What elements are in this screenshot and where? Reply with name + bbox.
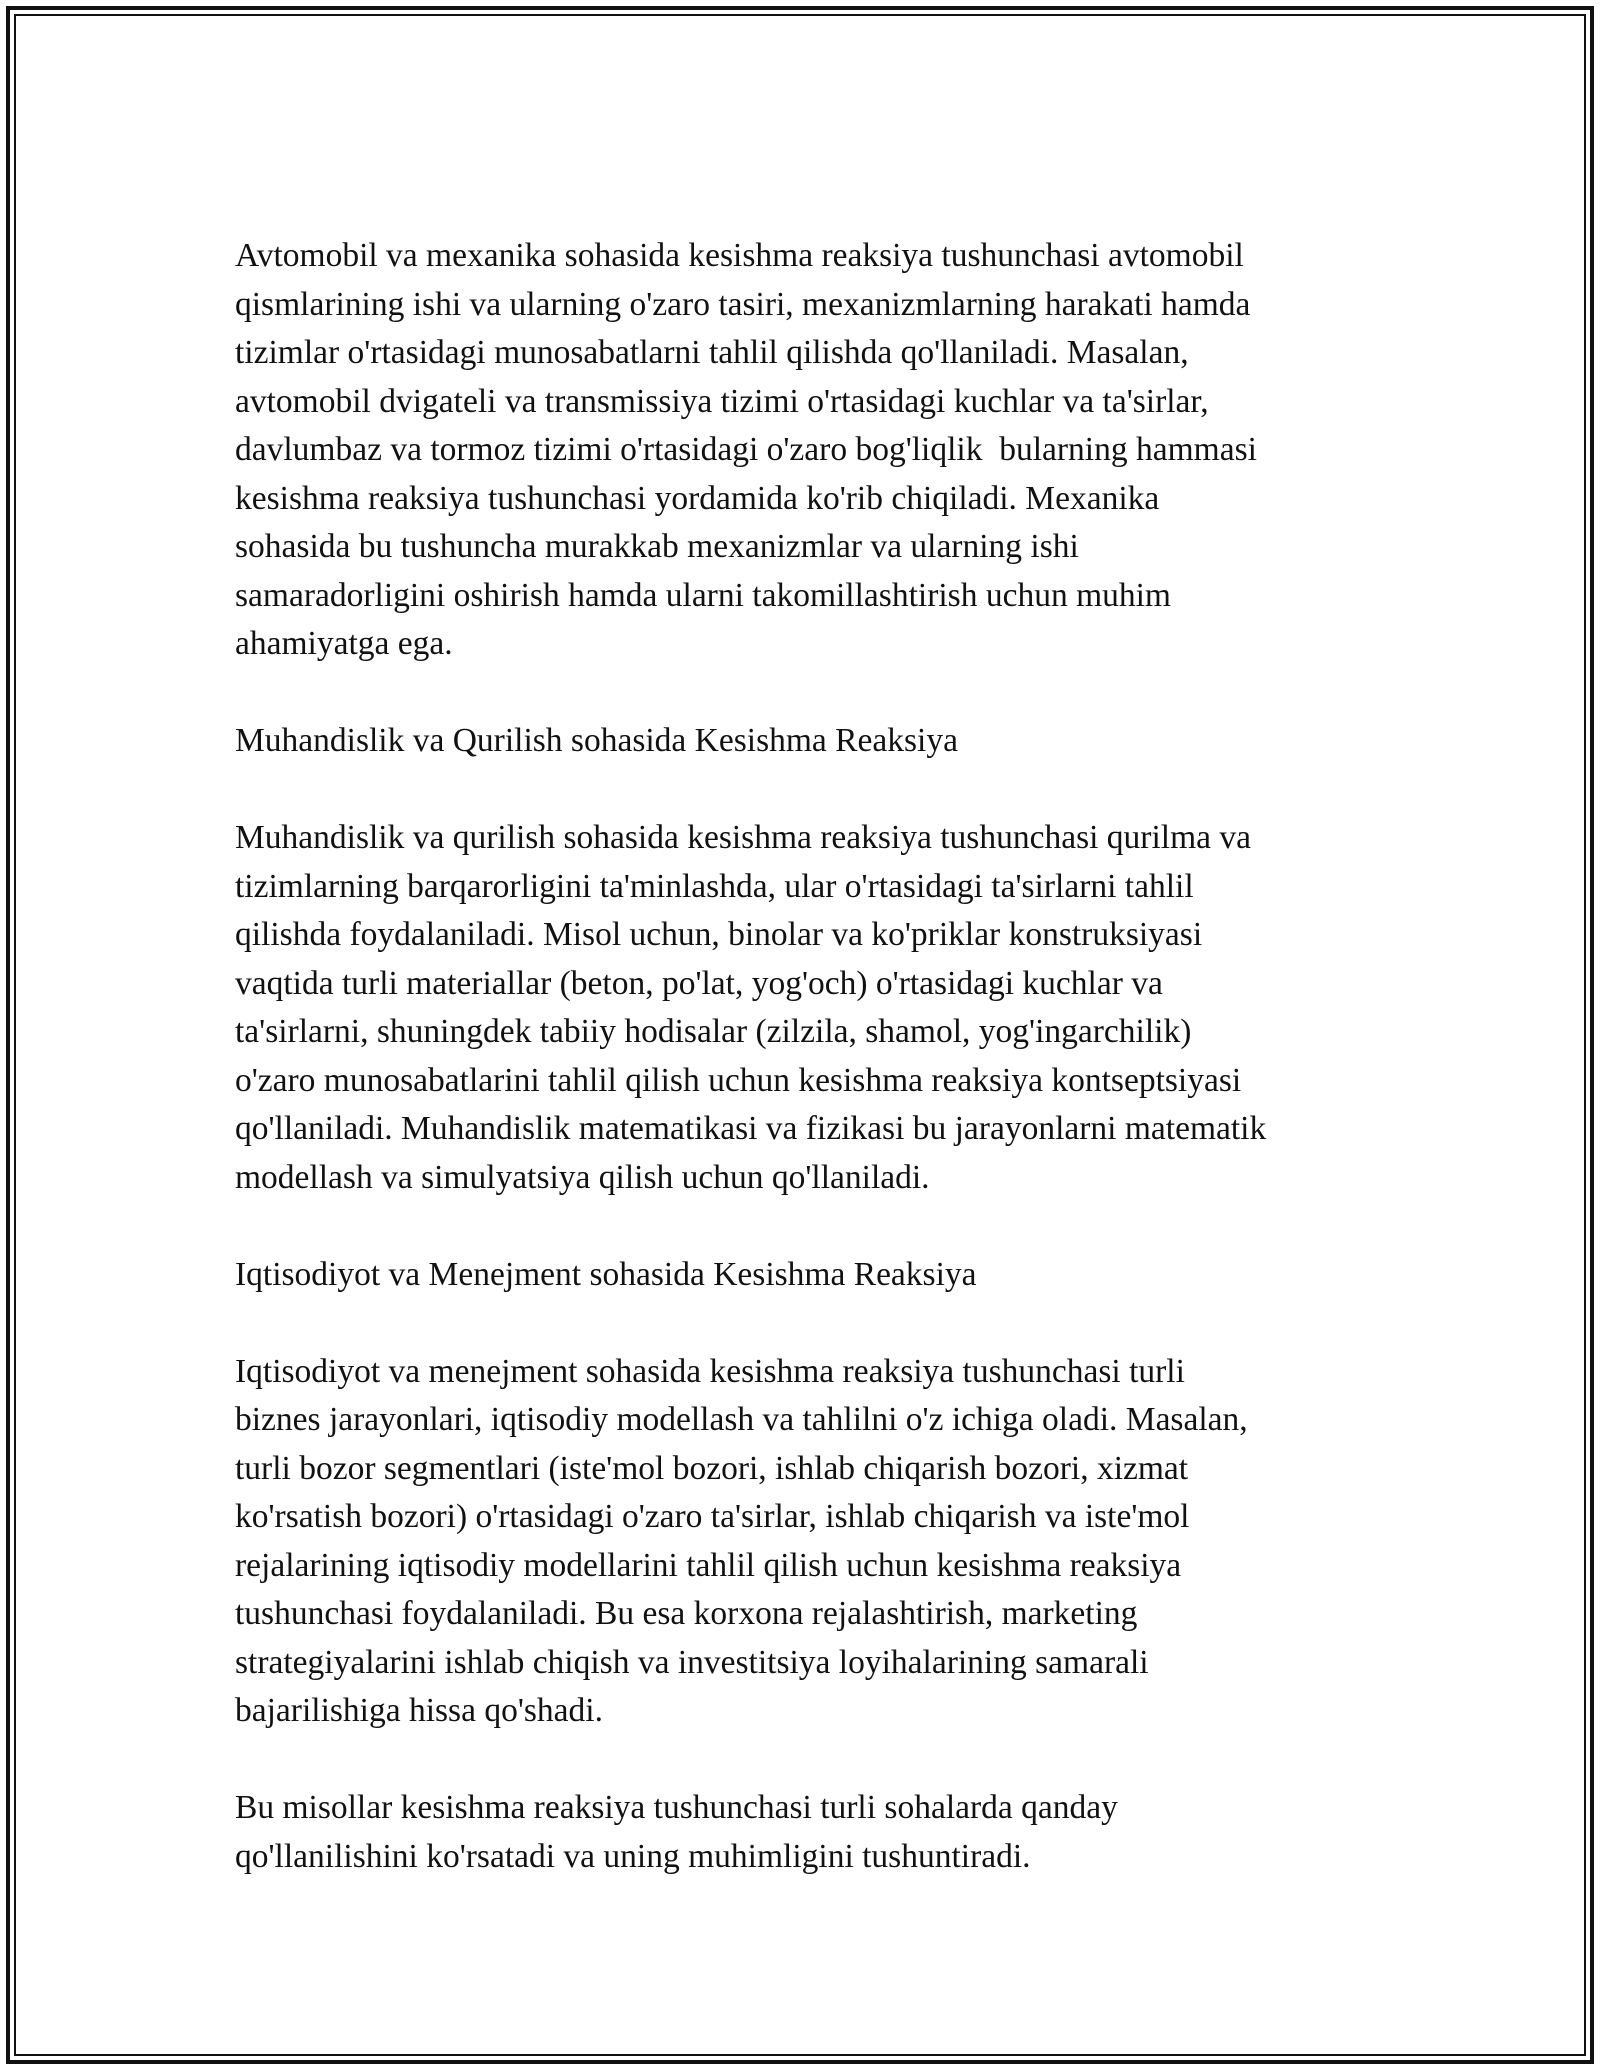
text-line: rejalarining iqtisodiy modellarini tahlil qilish uchun kesishma reaksiya bbox=[235, 1546, 1182, 1584]
section-heading-economics bbox=[235, 1251, 1375, 1300]
text-line: turli bozor segmentlari (iste'mol bozori, ishlab chiqarish bozori, xizmat bbox=[235, 1449, 1189, 1487]
text-line: Iqtisodiyot va menejment sohasida kesishma reaksiya tushunchasi turli bbox=[235, 1352, 1185, 1390]
text-line: bajarilishiga hissa qo'shadi. bbox=[235, 1692, 603, 1729]
section-heading-engineering bbox=[235, 717, 1375, 766]
text-line: modellash va simulyatsiya qilish uchun qo'llaniladi. bbox=[235, 1158, 930, 1196]
text-line: qismlarining ishi va ularning o'zaro tasiri, mexanizmlarning harakati hamda bbox=[235, 285, 1251, 323]
text-line: tizimlarning barqarorligini ta'minlashda, ular o'rtasidagi ta'sirlarni tahlil bbox=[235, 867, 1194, 905]
paragraph-economics bbox=[235, 1348, 1375, 1736]
paragraph-automotive bbox=[235, 232, 1375, 669]
text-line: tizimlar o'rtasidagi munosabatlarni tahlil qilishda qo'llaniladi. Masalan, bbox=[235, 334, 1189, 371]
text-line: qilishda foydalaniladi. Misol uchun, binolar va ko'priklar konstruksiyasi bbox=[235, 916, 1203, 953]
text-line: ko'rsatish bozori) o'rtasidagi o'zaro ta'sirlar, ishlab chiqarish va iste'mol bbox=[235, 1498, 1190, 1535]
paragraph-engineering bbox=[235, 814, 1375, 1202]
text-line: tushunchasi foydalaniladi. Bu esa korxona rejalashtirish, marketing bbox=[235, 1595, 1138, 1632]
text-line: qo'llanilishini ko'rsatadi va uning muhimligini tushuntiradi. bbox=[235, 1837, 1031, 1875]
text-line: biznes jarayonlari, iqtisodiy modellash va tahlilni o'z ichiga oladi. Masalan, bbox=[235, 1401, 1248, 1438]
text-line: davlumbaz va tormoz tizimi o'rtasidagi o'zaro bog'liqlik bularning hammasi bbox=[235, 431, 1257, 468]
heading-text: Muhandislik va Qurilish sohasida Kesishma Reaksiya bbox=[235, 722, 958, 759]
paragraph-conclusion bbox=[235, 1784, 1375, 1881]
text-line: Bu misollar kesishma reaksiya tushunchasi turli sohalarda qanday bbox=[235, 1789, 1118, 1826]
heading-text: Iqtisodiyot va Menejment sohasida Kesishma Reaksiya bbox=[235, 1255, 977, 1293]
text-line: strategiyalarini ishlab chiqish va investitsiya loyihalarining samarali bbox=[235, 1643, 1149, 1681]
text-line: ta'sirlarni, shuningdek tabiiy hodisalar (zilzila, shamol, yog'ingarchilik) bbox=[235, 1013, 1192, 1050]
text-line: qo'llaniladi. Muhandislik matematikasi va fizikasi bu jarayonlarni matematik bbox=[235, 1110, 1267, 1147]
text-line: samaradorligini oshirish hamda ularni takomillashtirish uchun muhim bbox=[235, 576, 1171, 614]
document-body bbox=[235, 232, 1375, 1930]
text-line: sohasida bu tushuncha murakkab mexanizmlar va ularning ishi bbox=[235, 528, 1079, 565]
text-line: avtomobil dvigateli va transmissiya tizimi o'rtasidagi kuchlar va ta'sirlar, bbox=[235, 382, 1209, 420]
text-line: ahamiyatga ega. bbox=[235, 625, 453, 662]
text-line: Muhandislik va qurilish sohasida kesishma reaksiya tushunchasi qurilma va bbox=[235, 819, 1251, 856]
text-line: o'zaro munosabatlarini tahlil qilish uchun kesishma reaksiya kontseptsiyasi bbox=[235, 1061, 1242, 1099]
text-line: kesishma reaksiya tushunchasi yordamida ko'rib chiqiladi. Mexanika bbox=[235, 479, 1160, 517]
text-line: Avtomobil va mexanika sohasida kesishma reaksiya tushunchasi avtomobil bbox=[235, 237, 1244, 274]
text-line: vaqtida turli materiallar (beton, po'lat, yog'och) o'rtasidagi kuchlar va bbox=[235, 964, 1163, 1002]
